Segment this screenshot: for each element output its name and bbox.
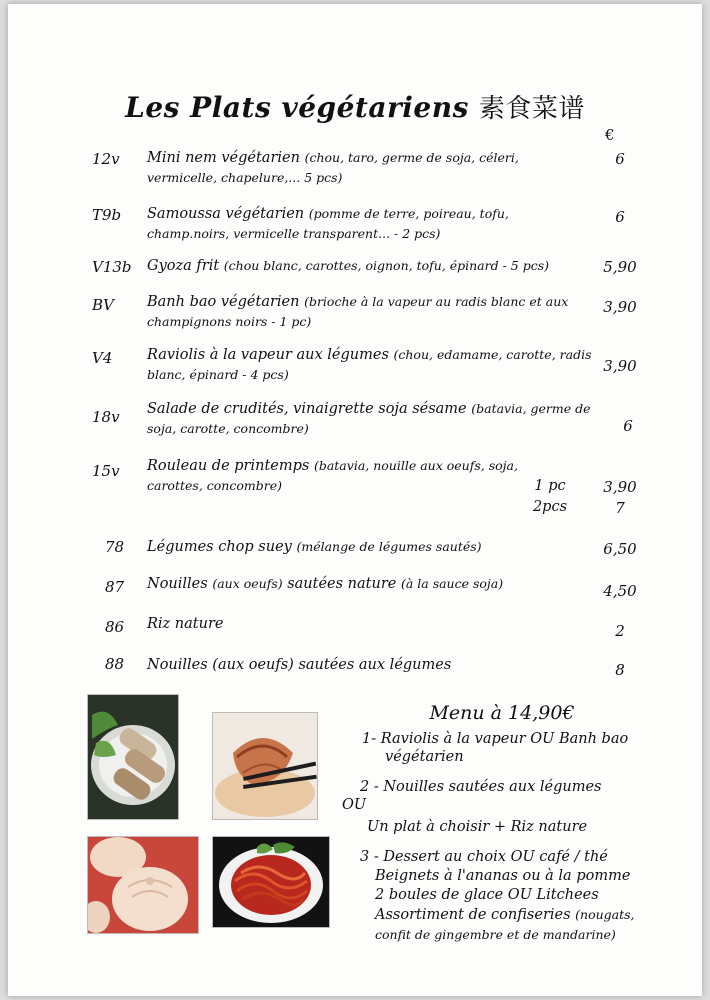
item-name: Gyoza frit (147, 258, 220, 274)
item-name: Mini nem végétarien (147, 150, 300, 166)
item-code: BV (92, 296, 114, 314)
item-name: Samoussa végétarien (147, 206, 305, 222)
item-details: (aux oeufs) (212, 576, 283, 591)
item-price: 6 (615, 150, 625, 168)
item-code: 18v (92, 408, 120, 426)
menu-course-3-option: 2 boules de glace OU Litchees (375, 887, 599, 903)
item-description (147, 148, 592, 188)
menu-course-3: 3 - Dessert au choix OU café / thé (360, 849, 608, 865)
item-price: 4,50 (603, 582, 637, 600)
item-description (147, 204, 592, 244)
menu-course-3-option-text: Assortiment de confiseries (375, 907, 571, 923)
page-title (0, 88, 710, 125)
item-price: 6,50 (603, 540, 637, 558)
menu-course-2-or: OU (342, 797, 367, 813)
item-price: 6 (615, 208, 625, 226)
item-description (147, 456, 547, 496)
item-name: Riz nature (147, 616, 224, 632)
item-price: 8 (615, 661, 625, 679)
title-cn: 素食菜谱 (478, 94, 585, 124)
item-price: 7 (615, 499, 625, 517)
item-quantity: 2pcs (532, 499, 568, 515)
item-details: (brioche à la vapeur au radis blanc et aux champignons noirs - 1 pc) (147, 294, 569, 329)
item-description (147, 614, 592, 634)
item-code: 86 (105, 618, 125, 636)
item-name: Nouilles (147, 576, 208, 592)
item-code: 87 (105, 578, 125, 596)
title-fr: Les Plats végétariens (125, 91, 469, 124)
item-details: (chou blanc, carottes, oignon, tofu, épinard - 5 pcs) (223, 258, 550, 273)
item-code: V13b (92, 258, 132, 276)
item-name: Salade de crudités, vinaigrette soja sésame (147, 401, 467, 417)
item-name: Nouilles (aux oeufs) sautées aux légumes (147, 657, 452, 673)
item-code: 15v (92, 462, 120, 480)
menu-course-2: 2 - Nouilles sautées aux légumes (360, 779, 602, 795)
set-menu-title: Menu à 14,90€ (429, 702, 575, 724)
item-description (147, 292, 592, 332)
fried-noodles-photo (212, 836, 330, 928)
menu-course-3-option-detail: confit de gingembre et de mandarine) (375, 927, 616, 942)
item-details: (batavia, nouille aux oeufs, soja, carottes, concombre) (147, 458, 518, 493)
item-description (147, 256, 592, 276)
item-description (147, 655, 592, 675)
item-details: (à la sauce soja) (400, 576, 504, 591)
gyoza-photo (212, 712, 318, 820)
item-code: 12v (92, 150, 120, 168)
item-price: 6 (623, 417, 633, 435)
item-code: T9b (92, 206, 122, 224)
item-price: 3,90 (603, 478, 637, 496)
item-details: (chou, edamame, carotte, radis blanc, épinard - 4 pcs) (147, 347, 592, 382)
item-code: 78 (105, 538, 125, 556)
item-price: 3,90 (603, 298, 637, 316)
item-details: (mélange de légumes sautés) (296, 539, 482, 554)
item-description (147, 399, 592, 439)
menu-course-1-cont: végétarien (385, 749, 464, 765)
currency-symbol: € (605, 126, 615, 144)
item-description (147, 537, 592, 557)
item-code: 88 (105, 655, 125, 673)
menu-course-1: 1- Raviolis à la vapeur OU Banh bao (362, 731, 629, 747)
menu-course-3-option: Beignets à l'ananas ou à la pomme (375, 868, 631, 884)
item-price: 3,90 (603, 357, 637, 375)
item-code: V4 (92, 349, 113, 367)
item-price: 5,90 (603, 258, 637, 276)
item-description (147, 345, 592, 385)
banh-bao-photo (87, 836, 199, 934)
item-details: (chou, taro, germe de soja, céleri, vermicelle, chapelure,... 5 pcs) (147, 150, 519, 185)
item-description (147, 574, 592, 594)
item-details: (batavia, germe de soja, carotte, concombre) (147, 401, 591, 436)
item-name: Raviolis à la vapeur aux légumes (147, 347, 389, 363)
item-details: (pomme de terre, poireau, tofu, champ.noirs, vermicelle transparent... - 2 pcs) (147, 206, 509, 241)
item-name: Rouleau de printemps (147, 458, 310, 474)
menu-course-2-alt: Un plat à choisir + Riz nature (367, 819, 588, 835)
spring-rolls-photo (87, 694, 179, 820)
item-name-continued: sautées nature (287, 576, 397, 592)
item-name: Banh bao végétarien (147, 294, 300, 310)
item-name: Légumes chop suey (147, 539, 292, 555)
item-quantity: 1 pc (534, 478, 566, 494)
item-price: 2 (615, 622, 625, 640)
menu-course-3-option (375, 905, 635, 925)
menu-course-3-option-detail: (nougats, (575, 907, 635, 922)
